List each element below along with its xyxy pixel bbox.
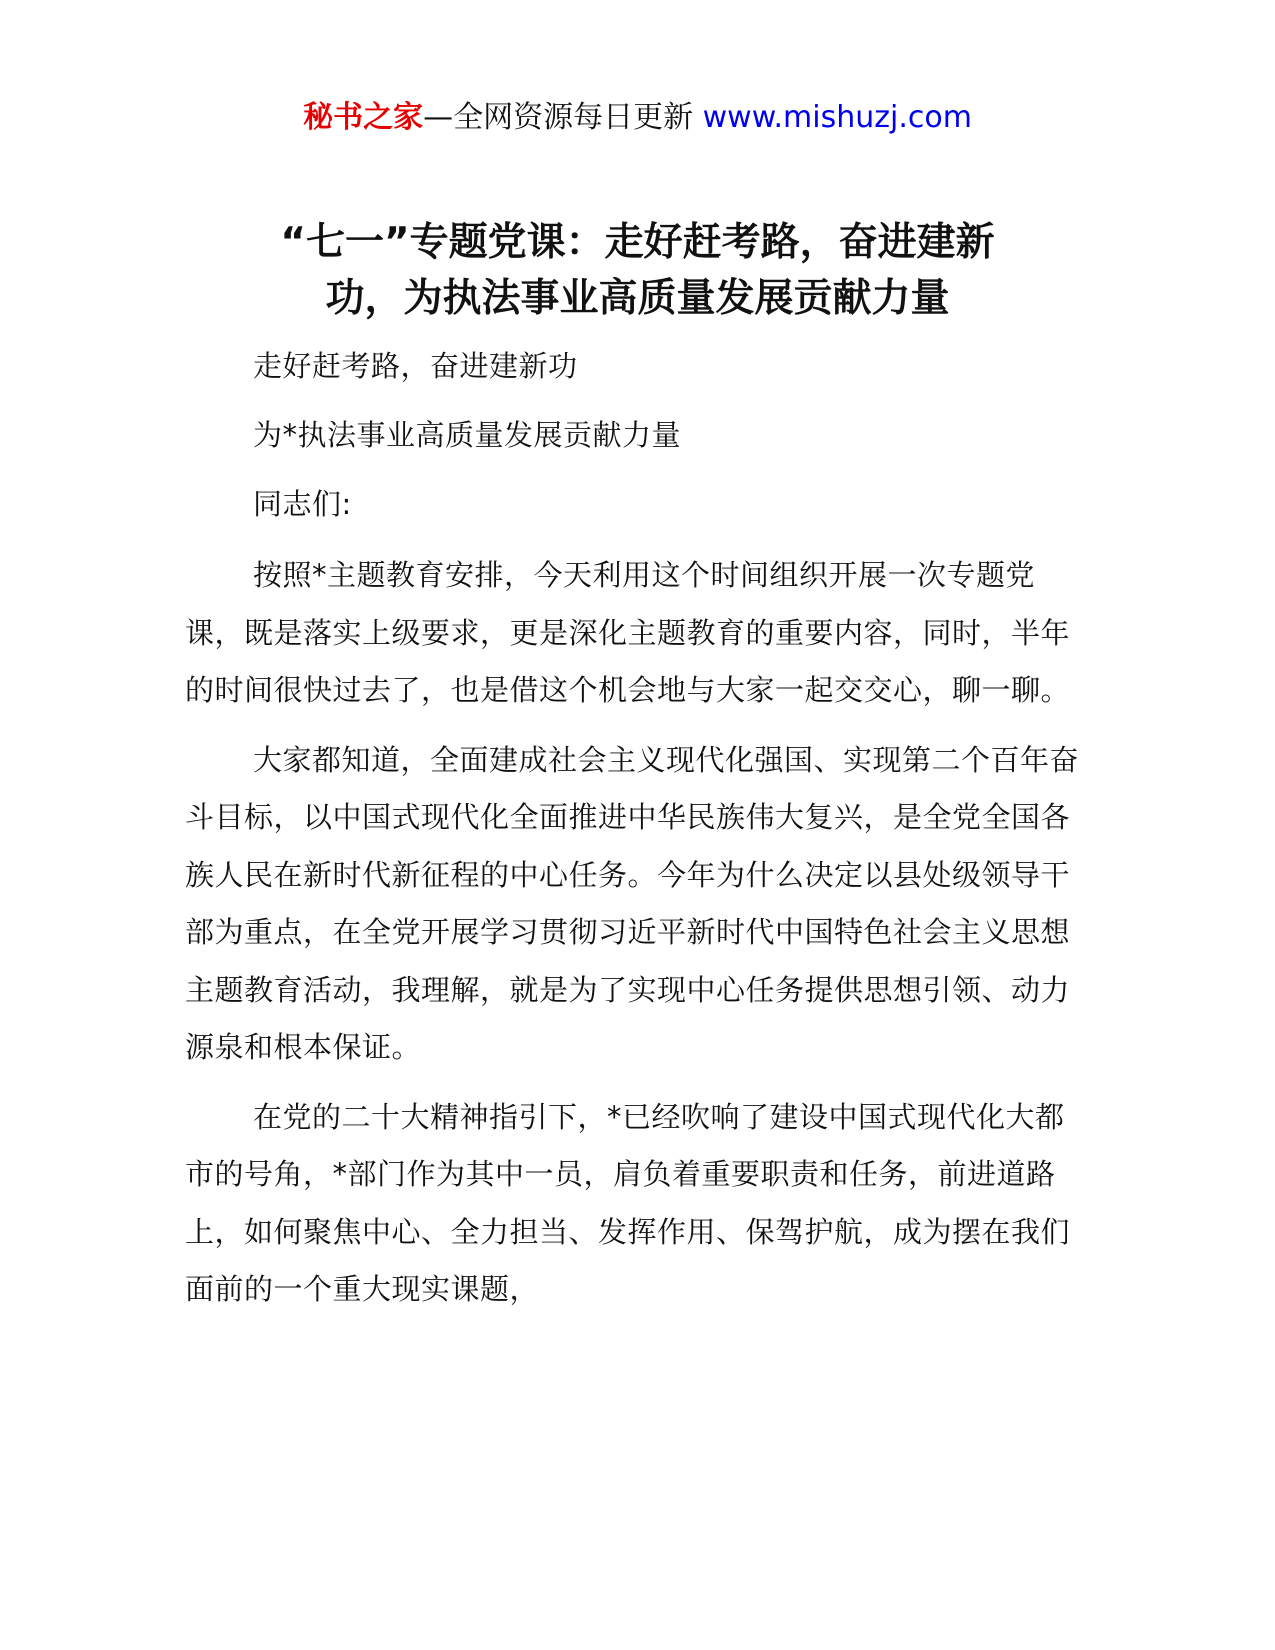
site-header [0, 98, 1275, 138]
subtitle-line-2: 为*执法事业高质量发展贡献力量 [253, 418, 682, 452]
site-brand: 秘书之家 [303, 100, 424, 135]
title-line-2: 功，为执法事业高质量发展贡献力量 [325, 276, 950, 321]
site-url-link[interactable]: www.mishuzj.com [702, 100, 972, 135]
title-line-1: “七一”专题党课：走好赶考路，奋进建新 [280, 220, 995, 265]
body-paragraph-2: 大家都知道，全面建成社会主义现代化强国、实现第二个百年奋斗目标，以中国式现代化全面推进中华民族伟大复兴，是全党全国各族人民在新时代新征程的中心任务。今年为什么决定以县处级领导干部为重点，在全党开展学习贯彻习近平新时代中国特色社会主义思想主题教育活动，我理解，就是为了实现中心任务提供思想引领、动力源泉和根本保证。 [185, 742, 1080, 1064]
subtitle-line-1: 走好赶考路，奋进建新功 [253, 349, 578, 383]
document-title [160, 215, 1115, 327]
salutation: 同志们: [253, 487, 352, 521]
body-paragraph-3: 在党的二十大精神指引下，*已经吹响了建设中国式现代化大都市的号角，*部门作为其中一员，肩负着重要职责和任务，前进道路上，如何聚焦中心、全力担当、发挥作用、保驾护航，成为摆在我们面前的一个重大现实课题， [185, 1099, 1071, 1306]
document-body [185, 340, 1090, 1331]
site-tagline: —全网资源每日更新 [423, 100, 694, 135]
body-paragraph-1: 按照*主题教育安排，今天利用这个时间组织开展一次专题党课，既是落实上级要求，更是深化主题教育的重要内容，同时，半年的时间很快过去了，也是借这个机会地与大家一起交交心，聊一聊。 [185, 558, 1071, 707]
